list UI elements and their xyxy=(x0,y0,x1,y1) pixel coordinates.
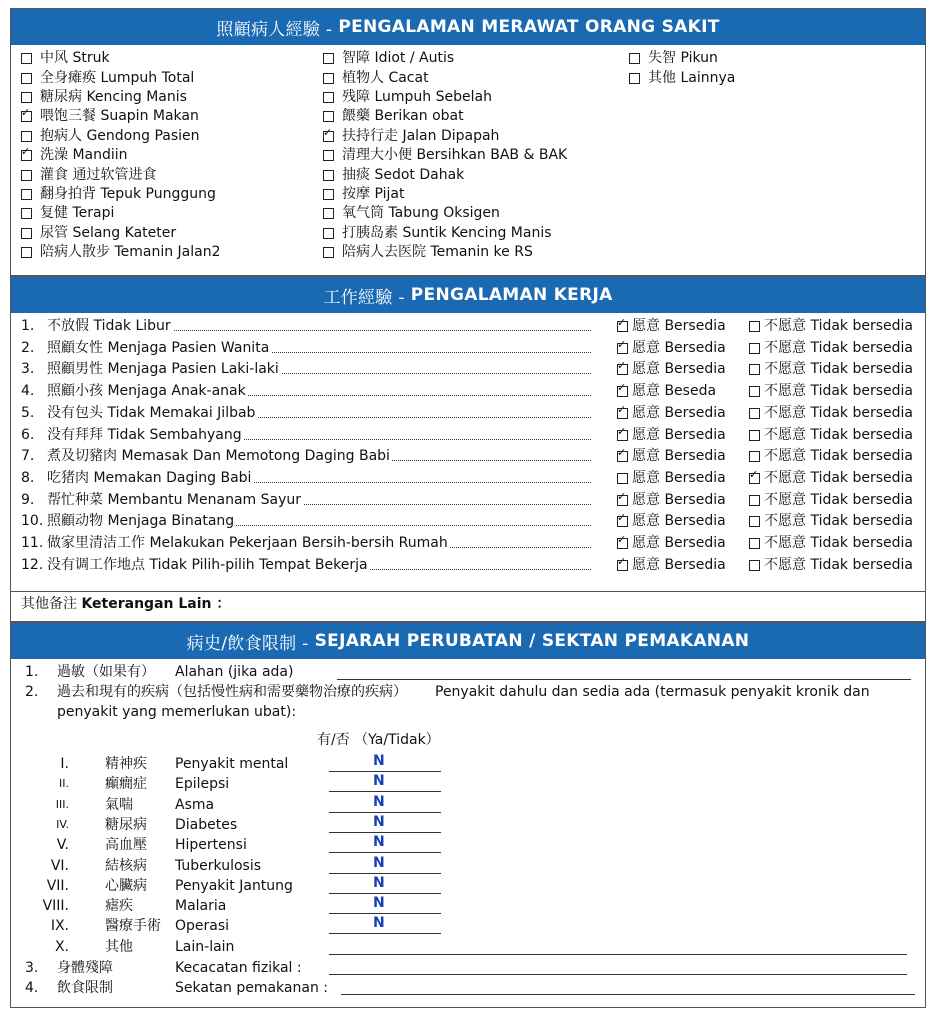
caregiving-item[interactable] xyxy=(323,88,567,107)
unwilling-option[interactable] xyxy=(749,555,913,576)
willing-checkbox[interactable] xyxy=(617,538,628,549)
work-item-row xyxy=(21,425,921,447)
q1-label-cn: 過敏（如果有） xyxy=(57,664,155,680)
disease-label-cn: 精神疾 xyxy=(105,756,147,772)
willing-option[interactable] xyxy=(617,511,726,532)
caregiving-item[interactable] xyxy=(21,204,221,223)
caregiving-experience-section xyxy=(10,8,926,276)
unwilling-option[interactable] xyxy=(749,316,913,337)
disease-label-cn: 心臟病 xyxy=(105,877,147,894)
unwilling-checkbox[interactable] xyxy=(749,473,760,484)
caregiving-item[interactable] xyxy=(21,185,221,204)
caregiving-item-label: 复健 Terapi xyxy=(40,205,115,222)
willing-option[interactable] xyxy=(617,490,726,511)
disease-roman-numeral: VI. xyxy=(50,857,69,874)
work-item-number: 8. xyxy=(21,469,35,486)
willing-label: 愿意 Bersedia xyxy=(632,339,726,356)
caregiving-item-label: 全身瘫痪 Lumpuh Total xyxy=(40,69,195,86)
checkbox-unchecked[interactable] xyxy=(21,131,32,142)
disease-answer-line[interactable] xyxy=(329,873,441,874)
unwilling-checkbox[interactable] xyxy=(749,516,760,527)
remarks-label-ms: Keterangan Lain ： xyxy=(81,596,231,612)
work-item-row xyxy=(21,338,921,360)
caregiving-item-label: 尿管 Selang Kateter xyxy=(40,224,177,241)
caregiving-item[interactable] xyxy=(323,146,567,165)
caregiving-column-2 xyxy=(323,49,567,262)
q3-label-ms: Kecacatan fizikal : xyxy=(175,960,302,976)
q2-number: 2. xyxy=(25,684,39,700)
disease-answer-line[interactable] xyxy=(329,933,441,934)
physical-disability-input-line[interactable] xyxy=(329,974,907,975)
unwilling-label: 不愿意 Tidak bersedia xyxy=(764,318,914,334)
caregiving-item[interactable] xyxy=(21,88,221,107)
work-item-label: 帮忙种菜 Membantu Menanam Sayur xyxy=(47,490,303,511)
willing-checkbox[interactable] xyxy=(617,343,628,354)
disease-label-cn: 糖尿病 xyxy=(105,816,147,833)
work-item-number: 11. xyxy=(21,535,44,551)
caregiving-item-label: 陪病人散步 Temanin Jalan2 xyxy=(40,244,221,261)
disease-roman-numeral: VII. xyxy=(46,877,69,894)
work-experience-header xyxy=(11,277,925,313)
caregiving-item[interactable] xyxy=(323,107,567,126)
unwilling-option[interactable] xyxy=(749,425,913,446)
disease-answer-line[interactable] xyxy=(329,832,441,833)
caregiving-item-label: 糖尿病 Kencing Manis xyxy=(40,88,187,105)
remarks-row[interactable] xyxy=(10,592,926,622)
willing-checkbox[interactable] xyxy=(617,430,628,441)
willing-checkbox[interactable] xyxy=(617,495,628,506)
work-item-number: 7. xyxy=(21,448,35,465)
caregiving-item[interactable] xyxy=(21,49,221,68)
disease-answer-line[interactable] xyxy=(329,954,907,955)
work-item-label: 没有调工作地点 Tidak Pilih-pilih Tempat Bekerja xyxy=(47,555,370,576)
checkbox-unchecked[interactable] xyxy=(323,92,334,103)
unwilling-option[interactable] xyxy=(749,533,913,554)
willing-checkbox[interactable] xyxy=(617,451,628,462)
checkbox-unchecked[interactable] xyxy=(21,73,32,84)
caregiving-item-label: 按摩 Pijat xyxy=(342,185,405,202)
caregiving-column-1 xyxy=(21,49,221,262)
checkbox-unchecked[interactable] xyxy=(21,53,32,64)
work-item-label: 煮及切豬肉 Memasak Dan Memotong Daging Babi xyxy=(47,446,392,467)
caregiving-item[interactable] xyxy=(323,224,567,243)
work-item-number: 10. xyxy=(21,513,44,530)
unwilling-label: 不愿意 Tidak bersedia xyxy=(764,535,914,551)
disease-label-cn: 醫療手術 xyxy=(105,918,161,935)
caregiving-item[interactable] xyxy=(21,243,221,262)
yes-no-header: 有/否 （Ya/Tidak） xyxy=(317,732,440,748)
disease-answer: N xyxy=(373,895,385,912)
caregiving-item[interactable] xyxy=(21,107,221,126)
disease-label-ms: Penyakit mental xyxy=(175,756,289,772)
work-item-label: 不放假 Tidak Libur xyxy=(47,316,173,337)
caregiving-item[interactable] xyxy=(21,127,221,146)
section2-title-ms: PENGALAMAN KERJA xyxy=(410,285,613,305)
caregiving-item[interactable] xyxy=(323,68,567,87)
work-item-number: 4. xyxy=(21,383,35,400)
work-item-label: 照顧小孩 Menjaga Anak-anak xyxy=(47,381,248,402)
willing-label: 愿意 Bersedia xyxy=(632,318,726,334)
checkbox-unchecked[interactable] xyxy=(323,170,334,181)
disease-roman-numeral: I. xyxy=(60,756,69,772)
unwilling-checkbox[interactable] xyxy=(749,430,760,441)
caregiving-item[interactable] xyxy=(21,146,221,165)
work-item-number: 2. xyxy=(21,339,35,356)
disease-answer-line[interactable] xyxy=(329,791,441,792)
checkbox-unchecked[interactable] xyxy=(21,228,32,239)
work-item-label: 照顧动物 Menjaga Binatang xyxy=(47,511,236,532)
caregiving-item[interactable] xyxy=(629,68,735,87)
willing-label: 愿意 Bersedia xyxy=(632,404,726,421)
caregiving-item-label: 翻身拍背 Tepuk Punggung xyxy=(40,185,216,202)
disease-answer: N xyxy=(373,874,385,891)
unwilling-label: 不愿意 Tidak bersedia xyxy=(764,383,914,400)
caregiving-item-label: 扶持行走 Jalan Dipapah xyxy=(342,127,500,144)
unwilling-label: 不愿意 Tidak bersedia xyxy=(764,491,914,508)
caregiving-item-label: 餵藥 Berikan obat xyxy=(342,108,464,125)
willing-label: 愿意 Bersedia xyxy=(632,426,726,443)
willing-label: 愿意 Bersedia xyxy=(632,469,726,486)
unwilling-option[interactable] xyxy=(749,338,913,359)
caregiving-item[interactable] xyxy=(323,49,567,68)
q4-label-cn: 飲食限制 xyxy=(57,980,113,996)
willing-option[interactable] xyxy=(617,316,726,337)
unwilling-checkbox[interactable] xyxy=(749,495,760,506)
willing-label: 愿意 Beseda xyxy=(632,383,717,400)
disease-answer: N xyxy=(373,854,385,871)
work-item-row xyxy=(21,533,921,555)
unwilling-label: 不愿意 Tidak bersedia xyxy=(764,469,914,486)
checkbox-unchecked[interactable] xyxy=(323,111,334,122)
checkbox-unchecked[interactable] xyxy=(629,73,640,84)
unwilling-checkbox[interactable] xyxy=(749,321,760,332)
unwilling-option[interactable] xyxy=(749,511,913,532)
checkbox-checked[interactable] xyxy=(21,111,32,122)
medical-history-section xyxy=(10,622,926,1008)
q1-number: 1. xyxy=(25,664,39,680)
work-item-row xyxy=(21,316,921,338)
caregiving-item-label: 清理大小便 Bersihkan BAB & BAK xyxy=(342,147,568,164)
checkbox-checked[interactable] xyxy=(323,131,334,142)
caregiving-item-label: 植物人 Cacat xyxy=(342,69,429,86)
willing-checkbox[interactable] xyxy=(617,364,628,375)
work-item-row xyxy=(21,381,921,403)
disease-answer-line[interactable] xyxy=(329,771,441,772)
disease-roman-numeral: VIII. xyxy=(42,898,69,915)
disease-label-ms: Operasi xyxy=(175,918,230,935)
caregiving-item-label: 氧气筒 Tabung Oksigen xyxy=(342,205,500,222)
disease-label-cn: 高血壓 xyxy=(105,837,147,854)
work-item-row xyxy=(21,555,921,577)
section2-title-cn: 工作經驗 - xyxy=(323,287,405,308)
unwilling-option[interactable] xyxy=(749,381,913,402)
caregiving-item[interactable] xyxy=(323,127,567,146)
work-item-number: 9. xyxy=(21,491,35,508)
caregiving-item-label: 失智 Pikun xyxy=(648,50,718,67)
disease-label-ms: Asma xyxy=(175,796,215,813)
disease-label-ms: Hipertensi xyxy=(175,837,247,854)
disease-label-ms: Diabetes xyxy=(175,816,238,833)
caregiving-item[interactable] xyxy=(323,165,567,184)
checkbox-unchecked[interactable] xyxy=(323,150,334,161)
work-item-row xyxy=(21,490,921,512)
work-item-number: 1. xyxy=(21,318,35,334)
work-item-number: 5. xyxy=(21,404,35,421)
caregiving-column-3 xyxy=(629,49,735,88)
checkbox-unchecked[interactable] xyxy=(323,73,334,84)
caregiving-item[interactable] xyxy=(323,185,567,204)
section1-title-cn: 照顧病人經驗 - xyxy=(216,19,333,40)
work-item-label: 照顧女性 Menjaga Pasien Wanita xyxy=(47,338,271,359)
disease-answer: N xyxy=(373,753,385,769)
disease-label-ms: Lain-lain xyxy=(175,938,235,955)
disease-label-cn: 癲癇症 xyxy=(105,776,147,793)
unwilling-label: 不愿意 Tidak bersedia xyxy=(764,404,914,421)
work-item-label: 吃猪肉 Memakan Daging Babi xyxy=(47,468,253,489)
caregiving-item-label: 抱病人 Gendong Pasien xyxy=(40,127,200,144)
work-item-label: 照顧男性 Menjaga Pasien Laki-laki xyxy=(47,359,281,380)
unwilling-checkbox[interactable] xyxy=(749,538,760,549)
checkbox-unchecked[interactable] xyxy=(21,92,32,103)
q2-label-ms-line2: penyakit yang memerlukan ubat): xyxy=(57,704,297,720)
willing-checkbox[interactable] xyxy=(617,386,628,397)
willing-option[interactable] xyxy=(617,468,726,489)
work-item-row xyxy=(21,511,921,533)
caregiving-item[interactable] xyxy=(629,49,735,68)
willing-option[interactable] xyxy=(617,446,726,467)
work-item-number: 12. xyxy=(21,556,44,573)
section3-title-ms: SEJARAH PERUBATAN / SEKTAN PEMAKANAN xyxy=(314,631,750,651)
work-item-number: 3. xyxy=(21,361,35,378)
caregiving-item[interactable] xyxy=(21,165,221,184)
willing-option[interactable] xyxy=(617,533,726,554)
disease-label-cn: 結核病 xyxy=(105,857,147,874)
disease-roman-numeral: X. xyxy=(54,938,69,955)
willing-checkbox[interactable] xyxy=(617,516,628,527)
dietary-restriction-input-line[interactable] xyxy=(341,994,915,995)
caregiving-item[interactable] xyxy=(21,224,221,243)
willing-label: 愿意 Bersedia xyxy=(632,535,726,551)
checkbox-unchecked[interactable] xyxy=(21,170,32,181)
unwilling-label: 不愿意 Tidak bersedia xyxy=(764,513,914,530)
caregiving-item[interactable] xyxy=(21,68,221,87)
q3-number: 3. xyxy=(25,960,39,976)
willing-checkbox[interactable] xyxy=(617,408,628,419)
disease-label-cn: 其他 xyxy=(105,938,133,955)
disease-roman-numeral: IX. xyxy=(50,918,69,935)
caregiving-item-label: 陪病人去医院 Temanin ke RS xyxy=(342,244,533,261)
disease-answer: N xyxy=(373,834,385,851)
work-item-row xyxy=(21,359,921,381)
willing-label: 愿意 Bersedia xyxy=(632,491,726,508)
unwilling-option[interactable] xyxy=(749,490,913,511)
q4-number: 4. xyxy=(25,980,39,996)
willing-label: 愿意 Bersedia xyxy=(632,513,726,530)
caregiving-item-label: 喂饱三餐 Suapin Makan xyxy=(40,108,199,125)
checkbox-unchecked[interactable] xyxy=(323,208,334,219)
disease-roman-numeral: II. xyxy=(59,777,69,791)
willing-option[interactable] xyxy=(617,425,726,446)
willing-checkbox[interactable] xyxy=(617,473,628,484)
work-item-row xyxy=(21,403,921,425)
work-item-row xyxy=(21,468,921,490)
checkbox-unchecked[interactable] xyxy=(21,208,32,219)
willing-option[interactable] xyxy=(617,381,716,402)
unwilling-option[interactable] xyxy=(749,446,913,467)
disease-answer: N xyxy=(373,813,385,830)
work-item-label: 做家里清洁工作 Melakukan Pekerjaan Bersih-bersih Rumah xyxy=(47,533,450,554)
caregiving-item[interactable] xyxy=(323,243,567,262)
willing-option[interactable] xyxy=(617,359,726,380)
willing-label: 愿意 Bersedia xyxy=(632,448,726,465)
checkbox-unchecked[interactable] xyxy=(323,247,334,258)
q2-label-ms-line1: Penyakit dahulu dan sedia ada (termasuk penyakit kronik dan xyxy=(435,684,870,700)
unwilling-checkbox[interactable] xyxy=(749,560,760,571)
willing-label: 愿意 Bersedia xyxy=(632,361,726,378)
disease-label-ms: Epilepsi xyxy=(175,776,230,793)
checkbox-unchecked[interactable] xyxy=(323,228,334,239)
unwilling-checkbox[interactable] xyxy=(749,364,760,375)
unwilling-checkbox[interactable] xyxy=(749,451,760,462)
unwilling-option[interactable] xyxy=(749,403,913,424)
unwilling-label: 不愿意 Tidak bersedia xyxy=(764,448,914,465)
caregiving-item-label: 中风 Struk xyxy=(40,50,110,67)
unwilling-label: 不愿意 Tidak bersedia xyxy=(764,426,914,443)
caregiving-item-label: 抽痰 Sedot Dahak xyxy=(342,166,465,183)
checkbox-unchecked[interactable] xyxy=(21,247,32,258)
checkbox-unchecked[interactable] xyxy=(323,189,334,200)
disease-answer: N xyxy=(373,915,385,932)
willing-option[interactable] xyxy=(617,403,726,424)
section3-title-cn: 病史/飲食限制 - xyxy=(186,633,309,654)
unwilling-option[interactable] xyxy=(749,359,913,380)
disease-answer-line[interactable] xyxy=(329,913,441,914)
disease-label-cn: 氣喘 xyxy=(105,796,133,813)
section1-title-ms: PENGALAMAN MERAWAT ORANG SAKIT xyxy=(338,17,720,37)
checkbox-unchecked[interactable] xyxy=(21,189,32,200)
work-item-row xyxy=(21,446,921,468)
willing-label: 愿意 Bersedia xyxy=(632,556,726,573)
work-experience-section xyxy=(10,276,926,592)
unwilling-checkbox[interactable] xyxy=(749,386,760,397)
checkbox-unchecked[interactable] xyxy=(629,53,640,64)
work-item-number: 6. xyxy=(21,426,35,443)
disease-roman-numeral: V. xyxy=(56,837,69,854)
unwilling-checkbox[interactable] xyxy=(749,408,760,419)
unwilling-checkbox[interactable] xyxy=(749,343,760,354)
caregiving-item-label: 洗澡 Mandiin xyxy=(40,147,128,164)
disease-label-cn: 瘧疾 xyxy=(105,898,133,915)
work-item-label: 没有拜拜 Tidak Sembahyang xyxy=(47,425,244,446)
disease-answer: N xyxy=(373,793,385,810)
disease-answer-line[interactable] xyxy=(329,852,441,853)
allergy-input-line[interactable] xyxy=(337,679,911,680)
checkbox-checked[interactable] xyxy=(21,150,32,161)
disease-roman-numeral: III. xyxy=(55,797,69,811)
caregiving-item-label: 灌食 通过软管进食 xyxy=(40,166,157,183)
caregiving-item-label: 残障 Lumpuh Sebelah xyxy=(342,88,492,105)
willing-option[interactable] xyxy=(617,338,726,359)
caregiving-experience-header xyxy=(11,9,925,45)
disease-answer-line[interactable] xyxy=(329,812,441,813)
medical-history-header xyxy=(11,623,925,659)
willing-checkbox[interactable] xyxy=(617,321,628,332)
q3-label-cn: 身體殘障 xyxy=(57,960,113,976)
q4-label-ms: Sekatan pemakanan : xyxy=(175,980,328,996)
unwilling-label: 不愿意 Tidak bersedia xyxy=(764,361,914,378)
disease-roman-numeral: IV. xyxy=(56,817,69,831)
caregiving-item-label: 智障 Idiot / Autis xyxy=(342,50,455,67)
disease-label-ms: Malaria xyxy=(175,898,227,915)
disease-answer-line[interactable] xyxy=(329,893,441,894)
unwilling-label: 不愿意 Tidak bersedia xyxy=(764,339,914,356)
checkbox-unchecked[interactable] xyxy=(323,53,334,64)
remarks-label-cn: 其他备注 xyxy=(21,596,77,612)
unwilling-label: 不愿意 Tidak bersedia xyxy=(764,556,914,573)
work-item-label: 没有包头 Tidak Memakai Jilbab xyxy=(47,403,257,424)
unwilling-option[interactable] xyxy=(749,468,913,489)
caregiving-item-label: 打胰岛素 Suntik Kencing Manis xyxy=(342,224,552,241)
disease-answer: N xyxy=(373,773,385,790)
willing-option[interactable] xyxy=(617,555,726,576)
q1-label-ms: Alahan (jika ada) xyxy=(175,664,294,680)
caregiving-item-label: 其他 Lainnya xyxy=(648,69,736,86)
disease-label-ms: Tuberkulosis xyxy=(175,857,262,874)
q2-label-cn: 過去和現有的疾病（包括慢性病和需要藥物治療的疾病） xyxy=(57,684,407,700)
caregiving-item[interactable] xyxy=(323,204,567,223)
willing-checkbox[interactable] xyxy=(617,560,628,571)
disease-label-ms: Penyakit Jantung xyxy=(175,877,293,894)
